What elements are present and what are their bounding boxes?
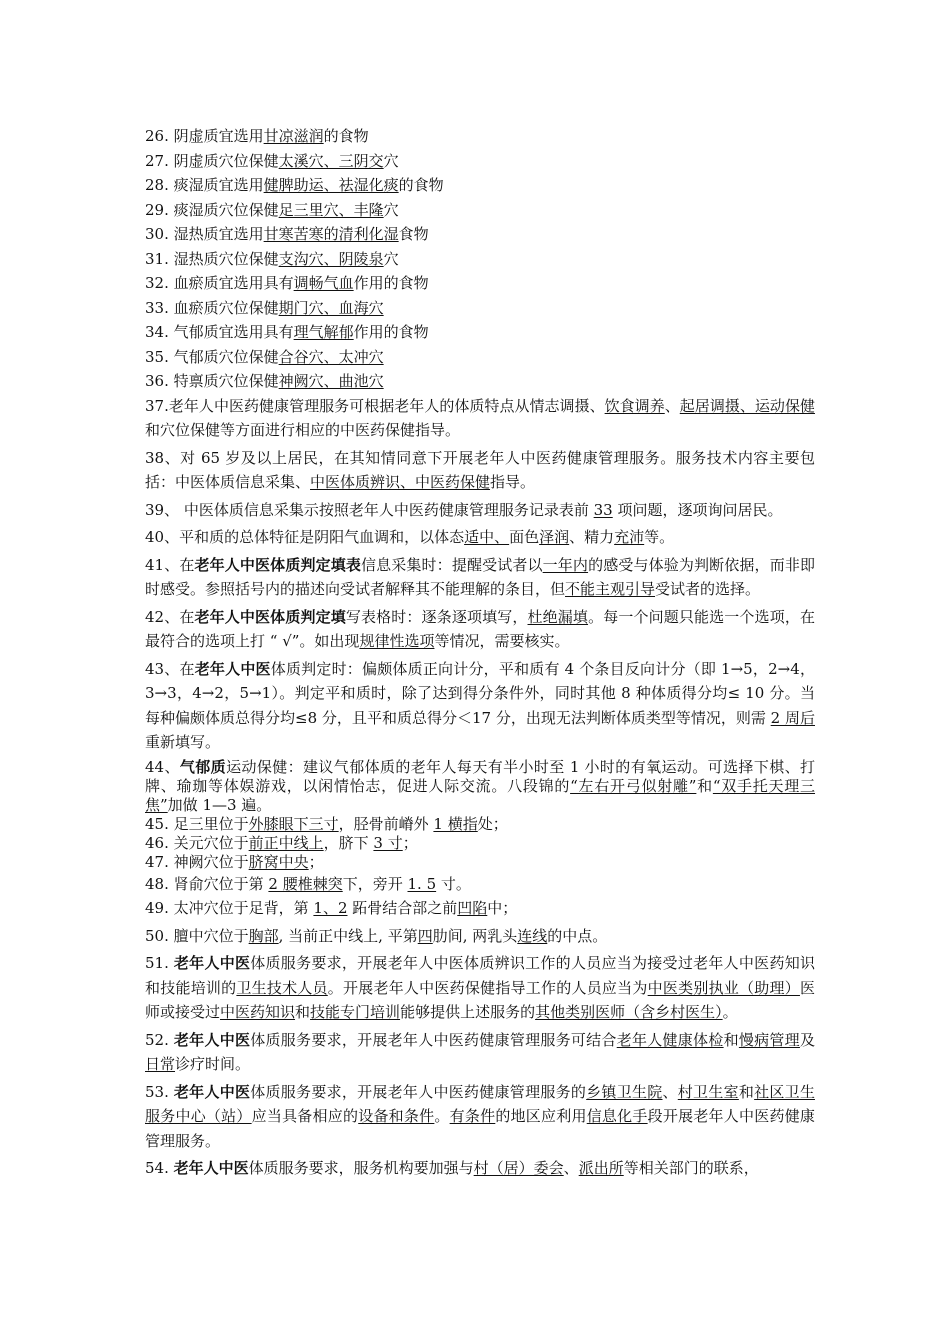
question-item-41 <box>145 553 815 602</box>
bold-term: 气郁质 <box>179 757 227 776</box>
question-item-28 <box>145 173 815 198</box>
answer-underlined: 不能主观引导 <box>565 580 656 598</box>
text-run: 39、 中医体质信息采集示按照老年人中医药健康管理服务记录表前 <box>145 500 594 519</box>
text-run: 42、在 <box>145 607 195 626</box>
text-run: 信息采集时：提醒受试者以 <box>361 555 543 574</box>
text-run: 诊疗时间。 <box>175 1055 251 1073</box>
question-item-47 <box>145 853 815 872</box>
question-item-45 <box>145 815 815 834</box>
text-run: 食物 <box>398 225 429 243</box>
text-run: 体质服务要求，开展老年人中医药健康管理服务的 <box>250 1082 587 1101</box>
text-run: 体质服务要求，开展老年人中医药健康管理服务可结合 <box>250 1030 617 1049</box>
bold-term: 老年人中医 <box>173 954 251 972</box>
text-run: 穴 <box>383 151 399 170</box>
text-run: 51. <box>145 954 174 972</box>
answer-underlined: 神阙穴、曲池穴 <box>278 372 384 390</box>
text-run: 48. 肾俞穴位于第 <box>145 874 269 893</box>
text-run: , 当前正中线上, 平第 <box>278 926 418 945</box>
text-run: ； <box>402 833 418 852</box>
bold-term: 老年人中医 <box>194 659 271 678</box>
text-run: 等相关部门的联系， <box>623 1159 759 1177</box>
answer-underlined: 期门穴、血海穴 <box>278 298 384 317</box>
question-item-33 <box>145 296 815 321</box>
question-item-52 <box>145 1028 815 1077</box>
text-run: 和 <box>295 1003 311 1021</box>
question-item-27 <box>145 149 815 174</box>
text-run: 处； <box>477 814 508 833</box>
text-run: 30. 湿热质宜选用 <box>145 225 264 243</box>
text-run: 等。 <box>644 528 675 546</box>
text-run: 和 <box>738 1082 755 1101</box>
text-run: 穴 <box>383 249 399 268</box>
text-run: 36. 特禀质穴位保健 <box>145 372 279 390</box>
text-run: 肋间, 两乳头 <box>432 926 518 945</box>
text-run: 段开展老年人中医药健康管理服务。 <box>145 1107 815 1150</box>
bold-term: 老年人中医 <box>173 1159 249 1177</box>
text-run: 28. 痰湿质宜选用 <box>145 176 264 194</box>
text-run: 34. 气郁质宜选用具有 <box>145 323 294 341</box>
answer-underlined: 合谷穴、太冲穴 <box>278 347 384 366</box>
answer-underlined: 中医药知识 <box>220 1003 296 1021</box>
text-run: 穴 <box>383 200 399 219</box>
question-item-44 <box>145 758 815 815</box>
answer-underlined: 脐窝中央 <box>248 852 309 871</box>
answer-underlined: 一年内 <box>542 555 589 574</box>
text-run: 33. 血瘀质穴位保健 <box>145 298 279 317</box>
text-run: 45. 足三里位于 <box>145 814 249 833</box>
text-run: 、精力 <box>569 528 615 546</box>
text-run: 体质判定时：偏颇体质正向计分，平和质有 4 个条目反向计分（即 1→5，2→4，3→3，4→2，5→1）。判定平和质时，除了达到得分条件外，同时其他 8 种体质得分均≤ 10 分。当每种偏颇体质总得分均≤8 分，且平和质总得分＜17 分，出现无法判断体质类型等情况，则需 <box>145 659 815 727</box>
answer-underlined: 太溪穴、三阴交 <box>278 151 384 170</box>
text-run: 运动保健：建议气郁体质的老年人每天有半小时至 1 小时的有氧运动。可选择下棋、打牌、瑜珈等体娱游戏，以闲情怡志，促进人际交流。八段锦的 <box>145 757 815 795</box>
text-run: 32. 血瘀质宜选用具有 <box>145 274 294 292</box>
question-item-48 <box>145 872 815 897</box>
text-run: 、 <box>664 396 680 415</box>
text-run: 47. 神阙穴位于 <box>145 852 249 871</box>
text-run: 作用的食物 <box>353 274 429 292</box>
answer-underlined: 外膝眼下三寸 <box>248 814 339 833</box>
text-run: 27. 阴虚质穴位保健 <box>145 151 279 170</box>
document-page <box>145 124 815 1181</box>
text-run: 写表格时：逐条逐项填写， <box>345 607 528 626</box>
text-run: 29. 痰湿质穴位保健 <box>145 200 279 219</box>
question-item-49 <box>145 896 815 921</box>
text-run: 体质服务要求，服务机构要加强与 <box>248 1159 474 1177</box>
text-run: ； <box>308 852 324 871</box>
text-run: 和 <box>696 776 713 795</box>
answer-underlined: 连线 <box>517 926 548 945</box>
bold-term: 老年人中医 <box>173 1030 251 1049</box>
question-item-32 <box>145 271 815 296</box>
answer-underlined: 33 <box>593 500 613 519</box>
bold-term: 老年人中医 <box>173 1082 251 1101</box>
answer-underlined: 支沟穴、阴陵泉 <box>278 249 384 268</box>
text-run: 寸。 <box>436 874 471 893</box>
text-run: 的中点。 <box>547 926 608 945</box>
text-run: 中； <box>487 899 518 917</box>
text-run: 的食物 <box>398 176 444 194</box>
question-item-31 <box>145 247 815 272</box>
question-item-29 <box>145 198 815 223</box>
text-run: 41、在 <box>145 555 195 574</box>
answer-underlined: 中医类别执业（助理） <box>647 978 800 997</box>
text-run: 及 <box>799 1030 815 1049</box>
text-run: 下，旁开 <box>342 874 408 893</box>
text-run: 能够提供上述服务的 <box>400 1003 536 1021</box>
text-run: 38、对 65 岁及以上居民，在其知情同意下开展老年人中医药健康管理服务。服务技术内容主要包括：中医体质信息采集、 <box>145 448 815 491</box>
question-item-36 <box>145 369 815 394</box>
text-run: 的食物 <box>323 127 369 145</box>
answer-underlined: 老年人健康体检 <box>616 1030 724 1049</box>
answer-underlined: 健脾助运、祛湿化痰 <box>263 176 399 194</box>
text-run: 44、 <box>145 757 180 776</box>
answer-underlined: 其他类别医师（含乡村医生） <box>535 1003 723 1021</box>
text-run: 应当具备相应的 <box>251 1107 359 1125</box>
question-item-46 <box>145 834 815 853</box>
answer-underlined: 泽润 <box>539 528 570 546</box>
answer-underlined: 卫生技术人员 <box>236 978 328 997</box>
text-run: 指导。 <box>490 473 536 491</box>
answer-underlined: 甘寒苦寒的清利化湿 <box>263 225 399 243</box>
answer-underlined: 2 周后 <box>770 708 815 727</box>
answer-underlined: 理气解郁 <box>293 323 354 341</box>
answer-underlined: 日常 <box>145 1055 176 1073</box>
answer-underlined: 规律性选项 <box>359 632 435 650</box>
text-run: 52. <box>145 1030 174 1049</box>
answer-underlined: 调畅气血 <box>293 274 354 292</box>
bold-term: 老年人中医体质判定填表 <box>194 555 361 574</box>
answer-underlined: 村（居）委会 <box>473 1159 564 1177</box>
text-run: 、 <box>662 1082 678 1101</box>
answer-underlined: 杜绝漏填 <box>527 607 589 626</box>
answer-underlined: 充沛 <box>614 528 645 546</box>
answer-underlined: 1. 5 <box>407 874 437 893</box>
answer-underlined: 前正中线上 <box>248 833 324 852</box>
answer-underlined: 社区卫生服务中心（站） <box>145 1082 815 1125</box>
text-run: 、 <box>563 1159 579 1177</box>
answer-underlined: 适中、 <box>464 528 510 546</box>
text-run: 35. 气郁质穴位保健 <box>145 347 279 366</box>
text-run: 的感受与体验为判断依据，而非即时感受。参照括号内的描述向受试者解释其不能理解的条目，但 <box>145 555 815 598</box>
question-item-54 <box>145 1156 815 1181</box>
question-item-42 <box>145 605 815 654</box>
text-run: 50. 膻中穴位于 <box>145 926 249 945</box>
answer-underlined: 有条件 <box>449 1107 496 1125</box>
question-item-38 <box>145 446 815 495</box>
answer-underlined: 甘凉滋润 <box>263 127 324 145</box>
text-run: 。 <box>722 1003 738 1021</box>
text-run: 31. 湿热质穴位保健 <box>145 249 279 268</box>
answer-underlined: 派出所 <box>578 1159 624 1177</box>
answer-underlined: 慢病管理 <box>738 1030 800 1049</box>
answer-underlined: 技能专门培训 <box>310 1003 401 1021</box>
text-run: 。开展老年人中医药保健指导工作的人员应当为 <box>327 978 648 997</box>
answer-underlined: 信息化手 <box>586 1107 648 1125</box>
text-run: 37.老年人中医药健康管理服务可根据老年人的体质特点从情志调摄、 <box>145 396 605 415</box>
bold-term: 老年人中医体质判定填 <box>194 607 346 626</box>
text-run: 40、平和质的总体特征是阴阳气血调和，以体态 <box>145 528 465 546</box>
answer-underlined: 乡镇卫生院 <box>586 1082 663 1101</box>
text-run: 体质服务要求，开展老年人中医体质辨识工作的人员应当为接受过老年人中医药知识和技能培训的 <box>145 954 815 997</box>
question-item-37 <box>145 394 815 443</box>
text-run: 的地区应利用 <box>495 1107 587 1125</box>
text-run: 项问题，逐项询问居民。 <box>612 500 783 519</box>
question-item-30 <box>145 222 815 247</box>
text-run: 跖骨结合部之前 <box>347 899 458 917</box>
answer-underlined: 胸部 <box>248 926 279 945</box>
question-item-39 <box>145 498 815 523</box>
answer-underlined: 凹陷 <box>457 899 488 917</box>
question-item-50 <box>145 924 815 949</box>
answer-underlined: 设备和条件 <box>358 1107 435 1125</box>
text-run: 54. <box>145 1159 174 1177</box>
text-run: 受试者的选择。 <box>655 580 761 598</box>
text-run: ，脐下 <box>323 833 374 852</box>
text-run: ，胫骨前嵴外 <box>338 814 434 833</box>
answer-underlined: “双手托天理三焦” <box>145 776 816 814</box>
text-run: 等情况，需要核实。 <box>434 632 570 650</box>
text-run: 43、在 <box>145 659 195 678</box>
text-run: 。每一个问题只能选一个选项，在最符合的选项上打 “ √”。如出现 <box>145 607 815 650</box>
text-run: 。 <box>434 1107 450 1125</box>
answer-underlined: 1 横指 <box>433 814 478 833</box>
answer-underlined: 3 寸 <box>373 833 403 852</box>
answer-underlined: 足三里穴、丰隆 <box>278 200 384 219</box>
question-item-35 <box>145 345 815 370</box>
text-run: 53. <box>145 1082 174 1101</box>
question-item-43 <box>145 657 815 755</box>
answer-underlined: 村卫生室 <box>677 1082 739 1101</box>
text-run: 加做 1—3 遍。 <box>167 795 272 814</box>
question-item-26 <box>145 124 815 149</box>
text-run: 作用的食物 <box>353 323 429 341</box>
text-run: 26. 阴虚质宜选用 <box>145 127 264 145</box>
answer-underlined: “左右开弓似射雕” <box>570 776 697 795</box>
text-run: 和 <box>723 1030 739 1049</box>
question-item-40 <box>145 525 815 550</box>
text-run: 重新填写。 <box>145 733 221 751</box>
text-run: 49. 太冲穴位于足背，第 <box>145 899 314 917</box>
question-item-53 <box>145 1080 815 1154</box>
answer-underlined: 饮食调养 <box>604 396 665 415</box>
answer-underlined: 四 <box>417 926 433 945</box>
answer-underlined: 2 腰椎棘突 <box>268 874 343 893</box>
answer-underlined: 1、2 <box>313 899 348 917</box>
text-run: 面色 <box>509 528 540 546</box>
answer-underlined: 起居调摄、运动保健 <box>679 396 815 415</box>
text-run: 和穴位保健等方面进行相应的中医药保健指导。 <box>145 421 461 439</box>
question-item-51 <box>145 951 815 1025</box>
question-item-34 <box>145 320 815 345</box>
text-run: 46. 关元穴位于 <box>145 833 249 852</box>
answer-underlined: 中医体质辨识、中医药保健 <box>310 473 491 491</box>
text-run: 医师或接受过 <box>145 978 815 1021</box>
